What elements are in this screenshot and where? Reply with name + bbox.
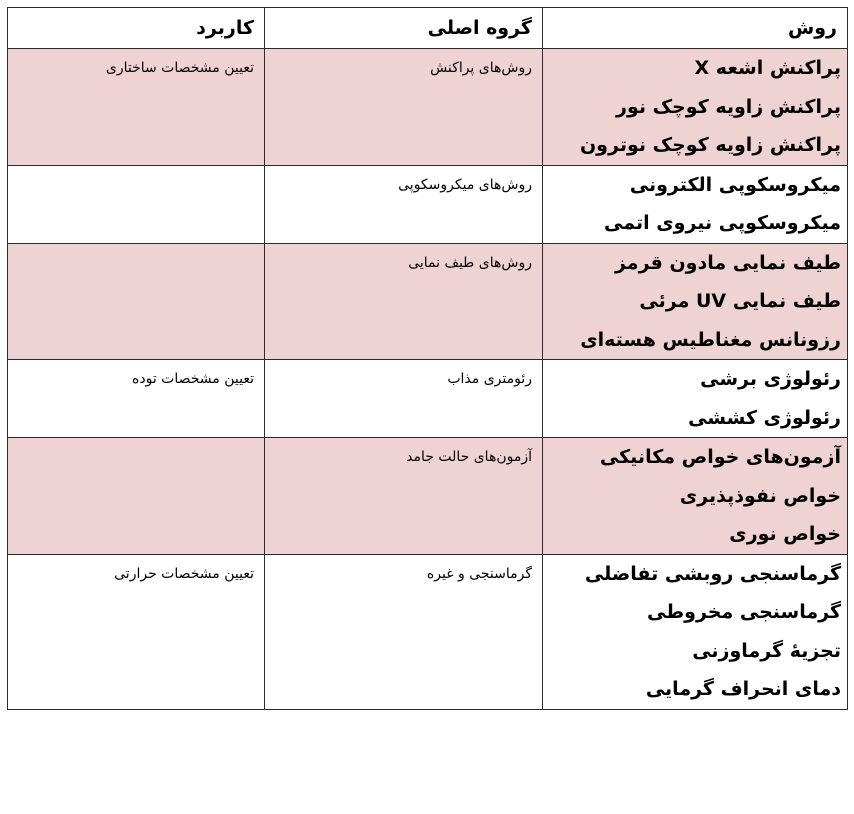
header-main-group: گروه اصلی: [265, 8, 543, 49]
group-text: رئومتری مذاب: [447, 371, 532, 387]
table-row: [8, 438, 848, 555]
methods-cell: [543, 554, 848, 709]
method-item: خواص نفوذپذیری: [679, 484, 841, 507]
application-text: تعیین مشخصات توده: [132, 371, 254, 387]
method-item: طیف نمایی مادون قرمز: [614, 251, 841, 274]
group-cell: [265, 554, 543, 709]
application-cell: [8, 165, 265, 243]
application-cell: [8, 49, 265, 166]
application-text: تعیین مشخصات حرارتی: [114, 565, 254, 582]
application-cell: [8, 554, 265, 709]
method-item: خواص نوری: [729, 523, 841, 545]
method-item: میکروسکوپی نیروی اتمی: [604, 212, 841, 234]
methods-cell: [543, 165, 848, 243]
header-row: [8, 8, 848, 49]
header-method: روش: [543, 8, 848, 49]
method-item: رئولوژی برشی: [700, 368, 841, 390]
table-row: [8, 49, 848, 166]
method-item: آزمون‌های خواص مکانیکی: [599, 446, 841, 468]
table-row: [8, 165, 848, 243]
method-item: دمای انحراف گرمایی: [645, 678, 841, 700]
methods-cell: [543, 243, 848, 360]
method-item: گرماسنجی مخروطی: [647, 601, 841, 623]
table-container: [7, 7, 847, 710]
method-item: طیف نمایی UV مرئی: [639, 290, 841, 312]
group-text: گرماسنجی و غیره: [426, 565, 532, 582]
group-cell: [265, 165, 543, 243]
application-cell: [8, 360, 265, 438]
application-text: [8, 244, 264, 253]
group-cell: [265, 360, 543, 438]
group-text: آزمون‌های حالت جامد: [406, 449, 532, 465]
group-text: روش‌های پراکنش: [430, 60, 532, 76]
group-text: روش‌های طیف نمایی: [408, 254, 532, 271]
method-item: پراکنش زاویه کوچک نور: [616, 95, 841, 118]
table-row: [8, 243, 848, 360]
methods-cell: [543, 49, 848, 166]
methods-cell: [543, 360, 848, 438]
group-cell: [265, 49, 543, 166]
table-row: [8, 554, 848, 709]
application-text: [8, 166, 264, 175]
method-item: تجزیهٔ گرماوزنی: [692, 639, 841, 662]
method-item: پراکنش زاویه کوچک نوترون: [579, 134, 841, 156]
application-text: تعیین مشخصات ساختاری: [105, 60, 254, 76]
application-cell: [8, 243, 265, 360]
methods-cell: [543, 438, 848, 555]
header-application: کاربرد: [8, 8, 265, 49]
application-text: [8, 438, 264, 447]
method-item: پراکنش اشعه X: [694, 57, 841, 79]
method-item: رئولوژی کششی: [688, 406, 841, 429]
application-cell: [8, 438, 265, 555]
method-item: رزونانس مغناطیس هسته‌ای: [580, 328, 841, 351]
table-row: [8, 360, 848, 438]
characterization-methods-table: [7, 7, 848, 710]
group-cell: [265, 243, 543, 360]
group-text: روش‌های میکروسکوپی: [398, 176, 532, 193]
method-item: میکروسکوپی الکترونی: [629, 173, 841, 196]
group-cell: [265, 438, 543, 555]
method-item: گرماسنجی روبشی تفاضلی: [584, 562, 841, 585]
